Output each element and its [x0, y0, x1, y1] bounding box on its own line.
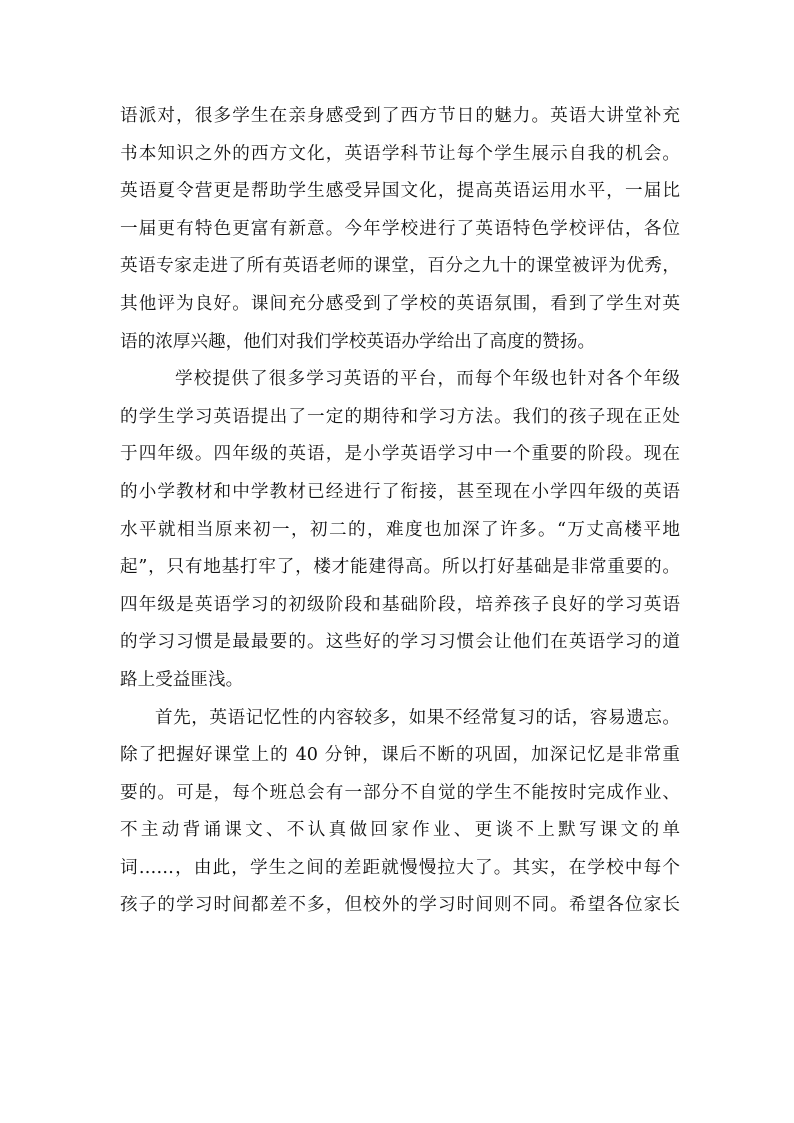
text-line: 路上受益匪浅。 [120, 669, 244, 690]
text-line: 于四年级。四年级的英语，是小学英语学习中一个重要的阶段。现在 [120, 444, 680, 465]
paragraph-memory-review [120, 700, 680, 926]
paragraph-english-activities [120, 98, 680, 361]
text-line: 的小学教材和中学教材已经进行了衔接，甚至现在小学四年级的英语 [120, 481, 680, 502]
text-line: 的学习习惯是最最要的。这些好的学习习惯会让他们在英语学习的道 [120, 632, 680, 653]
text-line: 英语夏令营更是帮助学生感受异国文化，提高英语运用水平，一届比 [120, 181, 680, 202]
text-line: 词……，由此，学生之间的差距就慢慢拉大了。其实，在学校中每个 [120, 857, 680, 878]
text-line: 要的。可是，每个班总会有一部分不自觉的学生不能按时完成作业、 [120, 782, 680, 803]
text-line: 孩子的学习时间都差不多，但校外的学习时间则不同。希望各位家长 [120, 895, 680, 916]
text-line: 一届更有特色更富有新意。今年学校进行了英语特色学校评估，各位 [120, 218, 680, 239]
paragraph-grade-four [120, 361, 680, 699]
text-line: 其他评为良好。课间充分感受到了学校的英语氛围，看到了学生对英 [120, 293, 680, 314]
text-line: 英语专家走进了所有英语老师的课堂，百分之九十的课堂被评为优秀， [120, 256, 680, 277]
text-line: 水平就相当原来初一，初二的，难度也加深了许多。“万丈高楼平地 [120, 519, 680, 540]
text-line: 四年级是英语学习的初级阶段和基础阶段，培养孩子良好的学习英语 [120, 594, 680, 615]
text-line: 语的浓厚兴趣，他们对我们学校英语办学给出了高度的赞扬。 [120, 331, 596, 352]
text-line: 书本知识之外的西方文化，英语学科节让每个学生展示自我的机会。 [120, 143, 680, 164]
text-line: 不主动背诵课文、不认真做回家作业、更谈不上默写课文的单 [120, 820, 680, 841]
text-line: 起”，只有地基打牢了，楼才能建得高。所以打好基础是非常重要的。 [120, 557, 680, 578]
text-line: 语派对，很多学生在亲身感受到了西方节日的魅力。英语大讲堂补充 [120, 106, 680, 126]
text-line: 学校提供了很多学习英语的平台，而每个年级也针对各个年级 [175, 369, 680, 390]
text-line: 除了把握好课堂上的 40 分钟，课后不断的巩固，加深记忆是非常重 [120, 745, 680, 766]
document-body [120, 98, 680, 925]
text-line: 的学生学习英语提出了一定的期待和学习方法。我们的孩子现在正处 [120, 406, 680, 427]
text-line: 首先，英语记忆性的内容较多，如果不经常复习的话，容易遗忘。 [155, 707, 680, 728]
